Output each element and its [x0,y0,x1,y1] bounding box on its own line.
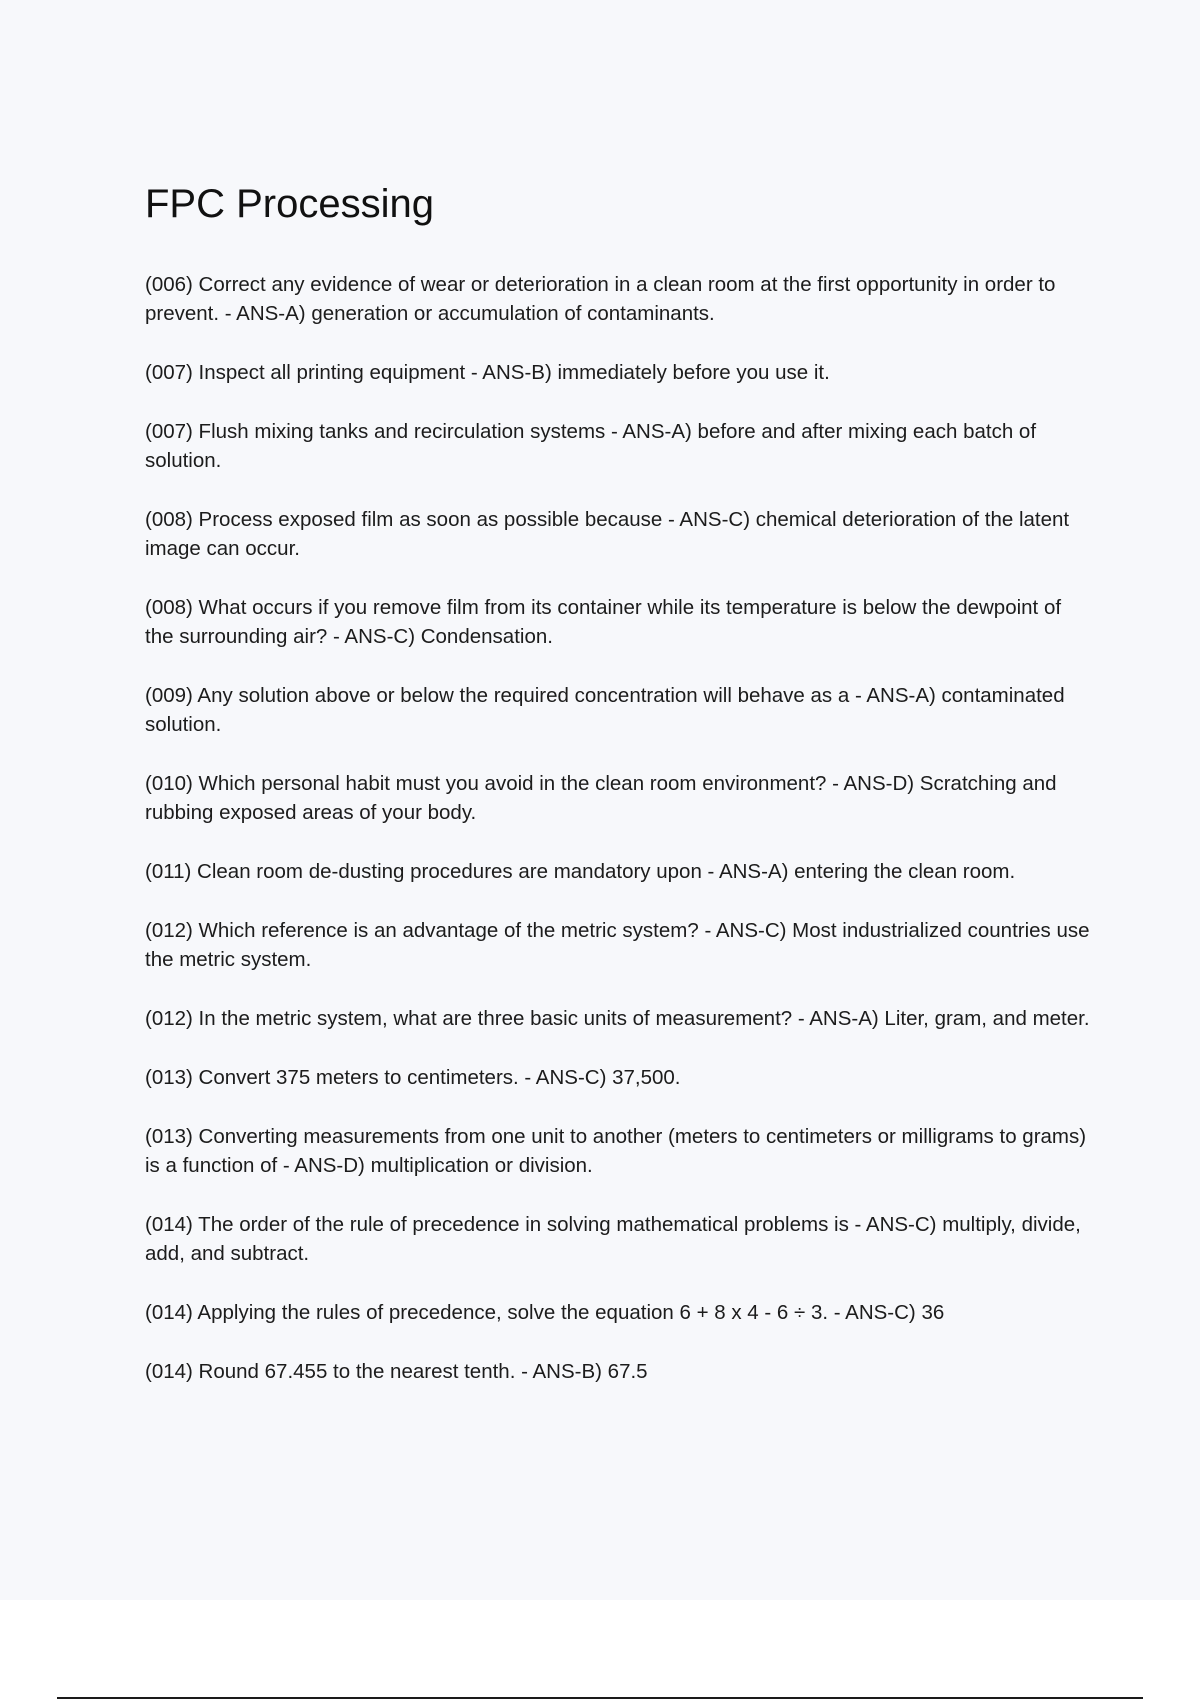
qa-entry: (009) Any solution above or below the required concentration will behave as a - ANS-A) contaminated solution. [145,684,1065,736]
page-title: FPC Processing [145,182,434,226]
qa-entry: (014) Round 67.455 to the nearest tenth. - ANS-B) 67.5 [145,1360,648,1383]
qa-entry: (012) Which reference is an advantage of the metric system? - ANS-C) Most industrialized countries use the metric system. [145,919,1090,971]
qa-entry: (010) Which personal habit must you avoid in the clean room environment? - ANS-D) Scratching and rubbing exposed areas of your body. [145,772,1057,824]
qa-entry: (007) Flush mixing tanks and recirculation systems - ANS-A) before and after mixing each batch of solution. [145,420,1037,472]
qa-entry: (012) In the metric system, what are three basic units of measurement? - ANS-A) Liter, gram, and meter. [145,1007,1090,1030]
qa-entry: (011) Clean room de-dusting procedures are mandatory upon - ANS-A) entering the clean room. [145,860,1016,883]
qa-entry: (007) Inspect all printing equipment - ANS-B) immediately before you use it. [145,361,830,384]
qa-entry: (014) The order of the rule of precedence in solving mathematical problems is - ANS-C) multiply, divide, add, and subtract. [145,1213,1081,1265]
qa-entry: (014) Applying the rules of precedence, solve the equation 6 + 8 x 4 - 6 ÷ 3. - ANS-C) 36 [145,1301,945,1324]
qa-entry: (008) Process exposed film as soon as possible because - ANS-C) chemical deterioration of the latent image can occur. [145,508,1070,560]
qa-entry: (013) Convert 375 meters to centimeters. - ANS-C) 37,500. [145,1066,681,1089]
qa-entry: (008) What occurs if you remove film from its container while its temperature is below the dewpoint of the surrounding air? - ANS-C) Condensation. [145,596,1062,648]
qa-entry: (013) Converting measurements from one unit to another (meters to centimeters or milligrams to grams) is a function of - ANS-D) multiplication or division. [145,1125,1087,1177]
qa-entry: (006) Correct any evidence of wear or deterioration in a clean room at the first opportunity in order to prevent. - ANS-A) generation or accumulation of contaminants. [145,273,1056,325]
page-bottom-rule [57,1697,1143,1699]
page-content [145,180,1095,1416]
